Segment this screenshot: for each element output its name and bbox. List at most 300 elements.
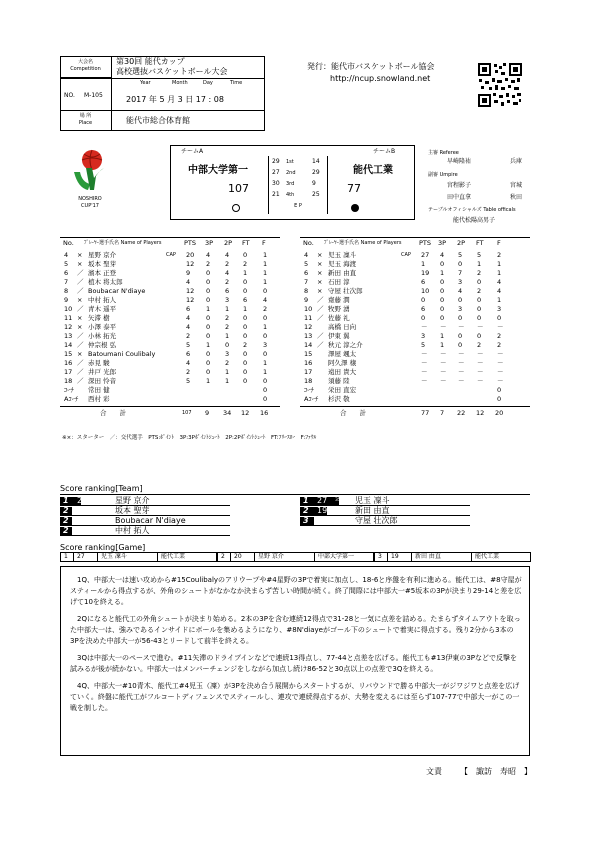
player-no: Aｺｰﾁ	[304, 395, 319, 403]
game-rank-rank: 2	[221, 553, 225, 560]
team_b-player-row	[300, 269, 530, 278]
player-p3: 4	[440, 251, 445, 259]
team_a-player-row	[60, 323, 290, 332]
player-p3: 0	[206, 350, 211, 358]
player-mk: ／	[77, 269, 84, 277]
player-name: 常田 健	[88, 386, 110, 394]
player-pts: 4	[186, 278, 191, 286]
rank-name: 新田 由直	[355, 506, 390, 515]
player-mk: ／	[317, 296, 324, 304]
player-no: 16	[304, 359, 313, 367]
player-name: 青木 遥平	[88, 305, 117, 313]
comp-label-jp: 大会名	[77, 59, 93, 65]
game-rank-pts: 20	[234, 553, 242, 560]
q2-b: 29	[312, 169, 320, 176]
qr-code	[477, 62, 523, 108]
player-ft: 0	[477, 296, 482, 304]
player-f: 0	[263, 395, 268, 403]
player-name: 齋藤 潤	[328, 296, 350, 304]
total-b: 77	[347, 182, 361, 195]
player-p3: 0	[440, 260, 445, 268]
player-pts: 9	[186, 269, 191, 277]
team_b-player-row	[300, 323, 530, 332]
player-p2: －	[458, 368, 465, 376]
rank-name: Boubacar N'diaye	[115, 516, 186, 525]
team_a-player-row	[60, 350, 290, 359]
player-ft: 0	[243, 314, 248, 322]
team-a-header: No. ﾌﾟﾚｰﾔｰ選手氏名 Name of Players PTS 3P 2P FT F	[63, 239, 266, 247]
player-f: 0	[263, 314, 268, 322]
player-ft: 0	[243, 323, 248, 331]
rank-pts: 19	[317, 506, 328, 515]
player-name: 坂本 聖芽	[88, 260, 117, 268]
player-name: 守屋 壮次郎	[328, 287, 363, 295]
game-rank-rank: 3	[378, 553, 382, 560]
rank-pts: 10	[317, 516, 328, 525]
player-f: 0	[263, 377, 268, 385]
player-no: 13	[64, 332, 73, 340]
team_b-player-row	[300, 368, 530, 377]
player-no: 15	[304, 350, 313, 358]
player-f: 4	[263, 296, 268, 304]
team_a-player-row	[60, 332, 290, 341]
player-cap: CAP	[401, 252, 411, 258]
report-q3: 3Qは中部大一のペースで進む。#11矢滞のドライブインなどで連続13得点し、77-44と点差を広げる。能代工も#13伊東の3Pなどで反撃を試みるが後が続かない。中部大一はメンバーチェンジをしながら加点し続け86-52と30点以上の点差で3Qを終える。	[70, 654, 518, 673]
player-pts: －	[421, 359, 428, 367]
q3-b: 9	[312, 180, 316, 187]
publisher: 発行：能代市バスケットボール協会	[307, 62, 435, 71]
player-p2: －	[458, 323, 465, 331]
player-ft: 0	[243, 350, 248, 358]
team_a-player-row	[60, 269, 290, 278]
player-pts: 6	[186, 305, 191, 313]
rank-pct: 24.68%	[335, 508, 353, 513]
player-f: 1	[263, 269, 268, 277]
rank-pct: 12.99%	[335, 518, 353, 523]
player-f: 0	[263, 332, 268, 340]
player-p2: 1	[225, 368, 230, 376]
player-p3: －	[440, 323, 447, 331]
game-rank-team: 能代工業	[161, 553, 186, 560]
player-no: 10	[64, 305, 73, 313]
q1-label: 1st	[286, 159, 294, 165]
player-ft: 0	[243, 368, 248, 376]
player-p2: 0	[225, 341, 230, 349]
ranking_b-rank-row	[300, 496, 500, 506]
team_a-player-row	[60, 341, 290, 350]
q1-b: 14	[312, 158, 320, 165]
game-rank-name: 児玉 凜斗	[101, 553, 127, 560]
player-mk: ／	[77, 368, 84, 376]
player-f: 0	[263, 287, 268, 295]
place-value: 能代市総合体育館	[126, 116, 190, 125]
player-f: 1	[497, 269, 502, 277]
player-pts: 0	[421, 314, 426, 322]
player-p3: －	[440, 350, 447, 358]
hdr-year: Year	[140, 80, 151, 86]
q4-b: 25	[312, 191, 320, 198]
table-label: テーブルオフィシャルズ Table officals	[428, 207, 516, 213]
player-f: 1	[263, 368, 268, 376]
url[interactable]: http://ncup.snowland.net	[330, 74, 431, 83]
player-p3: 0	[206, 314, 211, 322]
player-name: 矢滞 樹	[88, 314, 110, 322]
player-name: 杉沢 敬	[328, 395, 350, 403]
team-b-header: No. ﾌﾟﾚｰﾔｰ選手氏名 Name of Players PTS 3P 2P FT F	[303, 239, 501, 247]
player-f: 2	[497, 341, 502, 349]
ranking_a-rank-row	[60, 506, 260, 516]
team_a-player-row	[60, 251, 290, 260]
q1-a: 29	[272, 158, 280, 165]
player-name: 小林 拓光	[88, 332, 117, 340]
player-p3: 0	[206, 332, 211, 340]
logo-line2: CUP'17	[81, 203, 99, 209]
player-name: 井戸 光郎	[88, 368, 117, 376]
author-label: 文責	[426, 767, 442, 776]
player-no: 10	[304, 305, 313, 313]
player-no: 14	[64, 341, 73, 349]
player-ft: 5	[477, 251, 482, 259]
team_b-player-row	[300, 341, 530, 350]
team_a-player-row	[60, 359, 290, 368]
player-mk: ／	[77, 377, 84, 385]
team-b-name: 能代工業	[353, 165, 393, 176]
hdr-time: Time	[230, 80, 243, 86]
game-rank-pts: 19	[391, 553, 399, 560]
game-rank-pts: 27	[77, 553, 85, 560]
report-q1: 1Q、中部大一は速い攻めから#15Coulibalyのアリウープや#4星野の3Pで着実に加点し、18-6と序盤を有利に進める。能代工は、#8守屋がスティールから得点するが、外角のシュートがなかなか決まらず苦しい時間が続く。終了間際には中部大一#5坂本の3Pが決まり29-14と差を広げて10を終える。	[70, 576, 522, 606]
player-ft: －	[477, 323, 484, 331]
team_a-player-row	[60, 368, 290, 377]
player-name: 新田 由直	[328, 269, 357, 277]
player-pts: 5	[186, 377, 191, 385]
player-p2: 1	[225, 377, 230, 385]
rank-name: 児玉 凜斗	[355, 496, 390, 505]
player-p2: 2	[225, 314, 230, 322]
player-pts: 6	[421, 305, 426, 313]
player-name: 西村 彩	[88, 395, 110, 403]
no-label: NO.	[64, 92, 75, 99]
player-f: 1	[263, 323, 268, 331]
player-p2: 2	[225, 260, 230, 268]
player-no: 11	[304, 314, 313, 322]
player-f: 1	[263, 260, 268, 268]
winner-dot-icon	[351, 197, 359, 216]
team_a-player-row	[60, 386, 290, 395]
player-mk: ／	[317, 332, 324, 340]
player-p2: 3	[458, 305, 463, 313]
player-mk: ×	[77, 314, 83, 322]
player-mk: ／	[317, 305, 324, 313]
player-p2: 4	[225, 251, 230, 259]
player-ft: 2	[477, 287, 482, 295]
player-pts: 6	[186, 350, 191, 358]
referee-name: 早崎隆祐	[447, 158, 472, 165]
player-no: 15	[64, 350, 73, 358]
rank-name: 中村 拓人	[115, 526, 150, 535]
player-p3: 1	[440, 341, 445, 349]
team-a-label: チームA	[181, 148, 204, 155]
player-p2: －	[458, 377, 465, 385]
player-p3: 0	[206, 368, 211, 376]
player-name: 赤見 駿	[88, 359, 110, 367]
game-rank-name: 星野 京介	[258, 553, 284, 560]
player-mk: ／	[77, 341, 84, 349]
team_a-player-row	[60, 395, 290, 404]
player-p2: 0	[458, 341, 463, 349]
player-name: 石田 淳	[328, 278, 350, 286]
player-pts: 1	[421, 260, 426, 268]
player-no: 18	[64, 377, 73, 385]
player-p3: －	[440, 377, 447, 385]
player-pts: 12	[186, 287, 195, 295]
q4-label: 4th	[286, 192, 295, 198]
player-name: 星野 京介	[88, 251, 117, 259]
player-ft: －	[477, 350, 484, 358]
player-mk: ×	[77, 323, 83, 331]
player-f: 0	[263, 386, 268, 394]
player-f: 1	[497, 260, 502, 268]
player-pts: 12	[186, 260, 195, 268]
rank-name: 星野 京介	[115, 496, 150, 505]
q3-label: 3rd	[286, 181, 295, 187]
player-mk: ／	[77, 359, 84, 367]
player-f: 0	[263, 350, 268, 358]
player-f: －	[497, 359, 504, 367]
player-name: 深田 怜音	[88, 377, 117, 385]
player-p3: 1	[206, 341, 211, 349]
comp-name-1: 第30回 能代カップ	[116, 57, 185, 66]
player-f: 1	[497, 296, 502, 304]
team_b-player-row	[300, 251, 530, 260]
player-p2: 0	[458, 332, 463, 340]
player-p3: 4	[206, 251, 211, 259]
player-no: 7	[304, 278, 309, 286]
player-pts: 27	[421, 251, 430, 259]
player-p2: 0	[458, 314, 463, 322]
player-name: 濱本 正登	[88, 269, 117, 277]
player-p2: 7	[458, 269, 463, 277]
player-no: 5	[64, 260, 69, 268]
player-pts: 5	[421, 341, 426, 349]
player-pts: －	[421, 350, 428, 358]
player-mk: ／	[77, 332, 84, 340]
rank-rank: 2	[303, 506, 309, 515]
player-pts: 0	[421, 296, 426, 304]
player-p2: 2	[225, 359, 230, 367]
player-mk: ×	[317, 278, 323, 286]
player-pts: 4	[186, 314, 191, 322]
player-no: 12	[64, 323, 73, 331]
game-rank-team: 能代工業	[475, 553, 500, 560]
player-p3: 1	[440, 269, 445, 277]
rank-pct: 11.21%	[95, 528, 113, 533]
total-a: 107	[228, 182, 249, 195]
player-f: 2	[263, 305, 268, 313]
player-f: 0	[497, 386, 502, 394]
player-p2: 2	[225, 278, 230, 286]
report-q4: 4Q、中部大一#10青木、能代工#4児玉（凜）が3Pを決め合う展開からスタートするが、リバウンドで勝る中部大一がジワジワと点差を広げていく。終盤に能代工がフルコートディフェンスでスティールし、連攻で連続得点するが、大勢を変えるには至らず107-77で中部大一がこの一戦を制した。	[70, 682, 520, 712]
player-f: 3	[263, 341, 268, 349]
player-ft: 2	[477, 269, 482, 277]
rank-pct: 18.69%	[95, 498, 113, 503]
player-no: 5	[304, 260, 309, 268]
player-no: 4	[64, 251, 69, 259]
team_b-player-row	[300, 260, 530, 269]
player-pts: 4	[186, 359, 191, 367]
player-p3: 1	[440, 332, 445, 340]
player-p2: 0	[458, 260, 463, 268]
player-no: 17	[64, 368, 73, 376]
player-p3: 0	[440, 287, 445, 295]
player-pts: －	[421, 368, 428, 376]
player-ft: 0	[243, 377, 248, 385]
player-p2: 1	[225, 305, 230, 313]
team_b-player-row	[300, 305, 530, 314]
player-name: 仲宗根 弘	[88, 341, 117, 349]
ranking_a-rank-row	[60, 526, 260, 536]
rank-pts: 12	[77, 526, 88, 535]
player-p3: 0	[206, 359, 211, 367]
player-no: 4	[304, 251, 309, 259]
player-pts: 3	[421, 332, 426, 340]
player-f: －	[497, 323, 504, 331]
q3-a: 30	[272, 180, 280, 187]
team_a-player-row	[60, 305, 290, 314]
player-f: 1	[263, 251, 268, 259]
player-name: 阿久澤 穣	[328, 359, 357, 367]
player-pts: 12	[186, 296, 195, 304]
team_b-player-row	[300, 377, 530, 386]
player-no: 17	[304, 368, 313, 376]
team_a-player-row	[60, 296, 290, 305]
referee-pref: 兵庫	[510, 158, 523, 165]
player-ft: 0	[477, 278, 482, 286]
player-f: 2	[497, 251, 502, 259]
player-ft: 0	[243, 278, 248, 286]
umpire1-name: 宮程影子	[447, 182, 472, 189]
player-p3: 0	[440, 305, 445, 313]
player-no: 9	[304, 296, 309, 304]
no-cell	[60, 78, 112, 110]
player-p2: －	[458, 350, 465, 358]
player-mk: ／	[77, 278, 84, 286]
player-name: 児玉 凜斗	[328, 251, 357, 259]
comp-name-2: 高校選抜バスケットボール大会	[116, 67, 228, 76]
player-f: －	[497, 377, 504, 385]
player-ft: －	[477, 359, 484, 367]
player-p3: 0	[206, 269, 211, 277]
game-rank-rank: 1	[64, 553, 68, 560]
author-name: 【 諏訪 寿昭 】	[460, 767, 532, 776]
rank-pct: 11.21%	[95, 518, 113, 523]
legend: ※×：スターター ／：交代選手 PTS:ﾎﾟｲﾝﾄ 3P:3Pﾎﾟｲﾝﾄｼｭｰﾄ 2P:2Pﾎﾟｲﾝﾄｼｭｰﾄ FT:ﾌﾘｰｽﾛｰ F:ﾌｧｳﾙ	[62, 435, 317, 441]
player-no: ｺｰﾁ	[304, 386, 314, 394]
player-name: 児玉 海渡	[328, 260, 357, 268]
player-no: 13	[304, 332, 313, 340]
player-p2: 3	[458, 278, 463, 286]
player-f: 4	[497, 278, 502, 286]
umpire1-pref: 宮城	[510, 182, 523, 189]
player-no: 9	[64, 296, 69, 304]
player-ft: 2	[243, 341, 248, 349]
rank-rank: 3	[303, 516, 309, 525]
team-b-total: 合 計 77 7 22 12 20	[340, 409, 504, 417]
team_a-player-row	[60, 287, 290, 296]
umpire-label: 副審 Umpire	[428, 172, 458, 178]
report-text	[70, 575, 522, 714]
player-f: 0	[497, 395, 502, 403]
player-pts: －	[421, 377, 428, 385]
ranking_a-rank-row	[60, 516, 260, 526]
player-ft: －	[477, 368, 484, 376]
player-name: 中村 拓人	[88, 296, 117, 304]
hdr-day: Day	[203, 80, 213, 86]
player-no: Aｺｰﾁ	[64, 395, 79, 403]
player-p3: －	[440, 368, 447, 376]
player-name: 澤屋 颯太	[328, 350, 357, 358]
quarter-rows	[270, 158, 326, 211]
place-label-en: Place	[78, 120, 93, 126]
player-f: －	[497, 368, 504, 376]
comp-label-en: Competition	[70, 66, 101, 72]
report-q2: 2Qになると能代工の外角シュートが決まり始める。2本の3Pを含む連続12得点で31-28と一気に点差を詰める。たまらずタイムアウトを取った中部大一は、強みであるインサイドにボールを集めるようになり、#8N'diayeがゴール下のシュートで着実に得点する。残り2分から3本の3Pを決めた中部大一が56-43とリードして前半を終える。	[70, 615, 521, 645]
player-p3: 2	[206, 260, 211, 268]
date-value: 2017 年 5 月 3 日 17 : 08	[126, 95, 224, 104]
player-name: 栄田 直宏	[328, 386, 357, 394]
player-name: Batoumani Coulibaly	[88, 350, 156, 358]
player-name: 秋元 淳之介	[328, 341, 363, 349]
player-no: 12	[304, 323, 313, 331]
player-p3: 1	[206, 377, 211, 385]
player-p2: 5	[458, 251, 463, 259]
player-f: 3	[497, 305, 502, 313]
rank-name: 坂本 聖芽	[115, 506, 150, 515]
player-f: 1	[263, 278, 268, 286]
player-name: 植木 将太郎	[88, 278, 123, 286]
comp-label-cell	[60, 56, 112, 78]
player-p2: 3	[225, 296, 230, 304]
player-mk: ／	[317, 341, 324, 349]
player-f: 2	[497, 332, 502, 340]
ranking-team-title: Score ranking[Team]	[60, 484, 143, 493]
player-mk: ×	[317, 260, 323, 268]
player-p2: 6	[225, 287, 230, 295]
player-no: ｺｰﾁ	[64, 386, 74, 394]
player-mk: ×	[77, 251, 83, 259]
player-name: 須藤 陸	[328, 377, 350, 385]
team_b-player-row	[300, 314, 530, 323]
q2-a: 27	[272, 169, 280, 176]
player-no: 8	[64, 287, 69, 295]
player-ft: 0	[243, 287, 248, 295]
player-ft: 2	[477, 341, 482, 349]
rank-pts: 27	[317, 496, 328, 505]
player-cap: CAP	[166, 252, 176, 258]
place-label-jp: 場 所	[79, 113, 92, 119]
rank-pct: 11.21%	[95, 508, 113, 513]
player-p2: 0	[458, 296, 463, 304]
game-rank-cell	[374, 552, 531, 562]
game-rank-cell	[60, 552, 217, 562]
team-a-name: 中部大学第一	[188, 165, 248, 176]
player-p3: 0	[206, 278, 211, 286]
player-name: 佐藤 礼	[328, 314, 350, 322]
player-p3: 0	[206, 296, 211, 304]
player-mk: ／	[77, 305, 84, 313]
player-no: 11	[64, 314, 73, 322]
rank-rank: 1	[303, 496, 309, 505]
